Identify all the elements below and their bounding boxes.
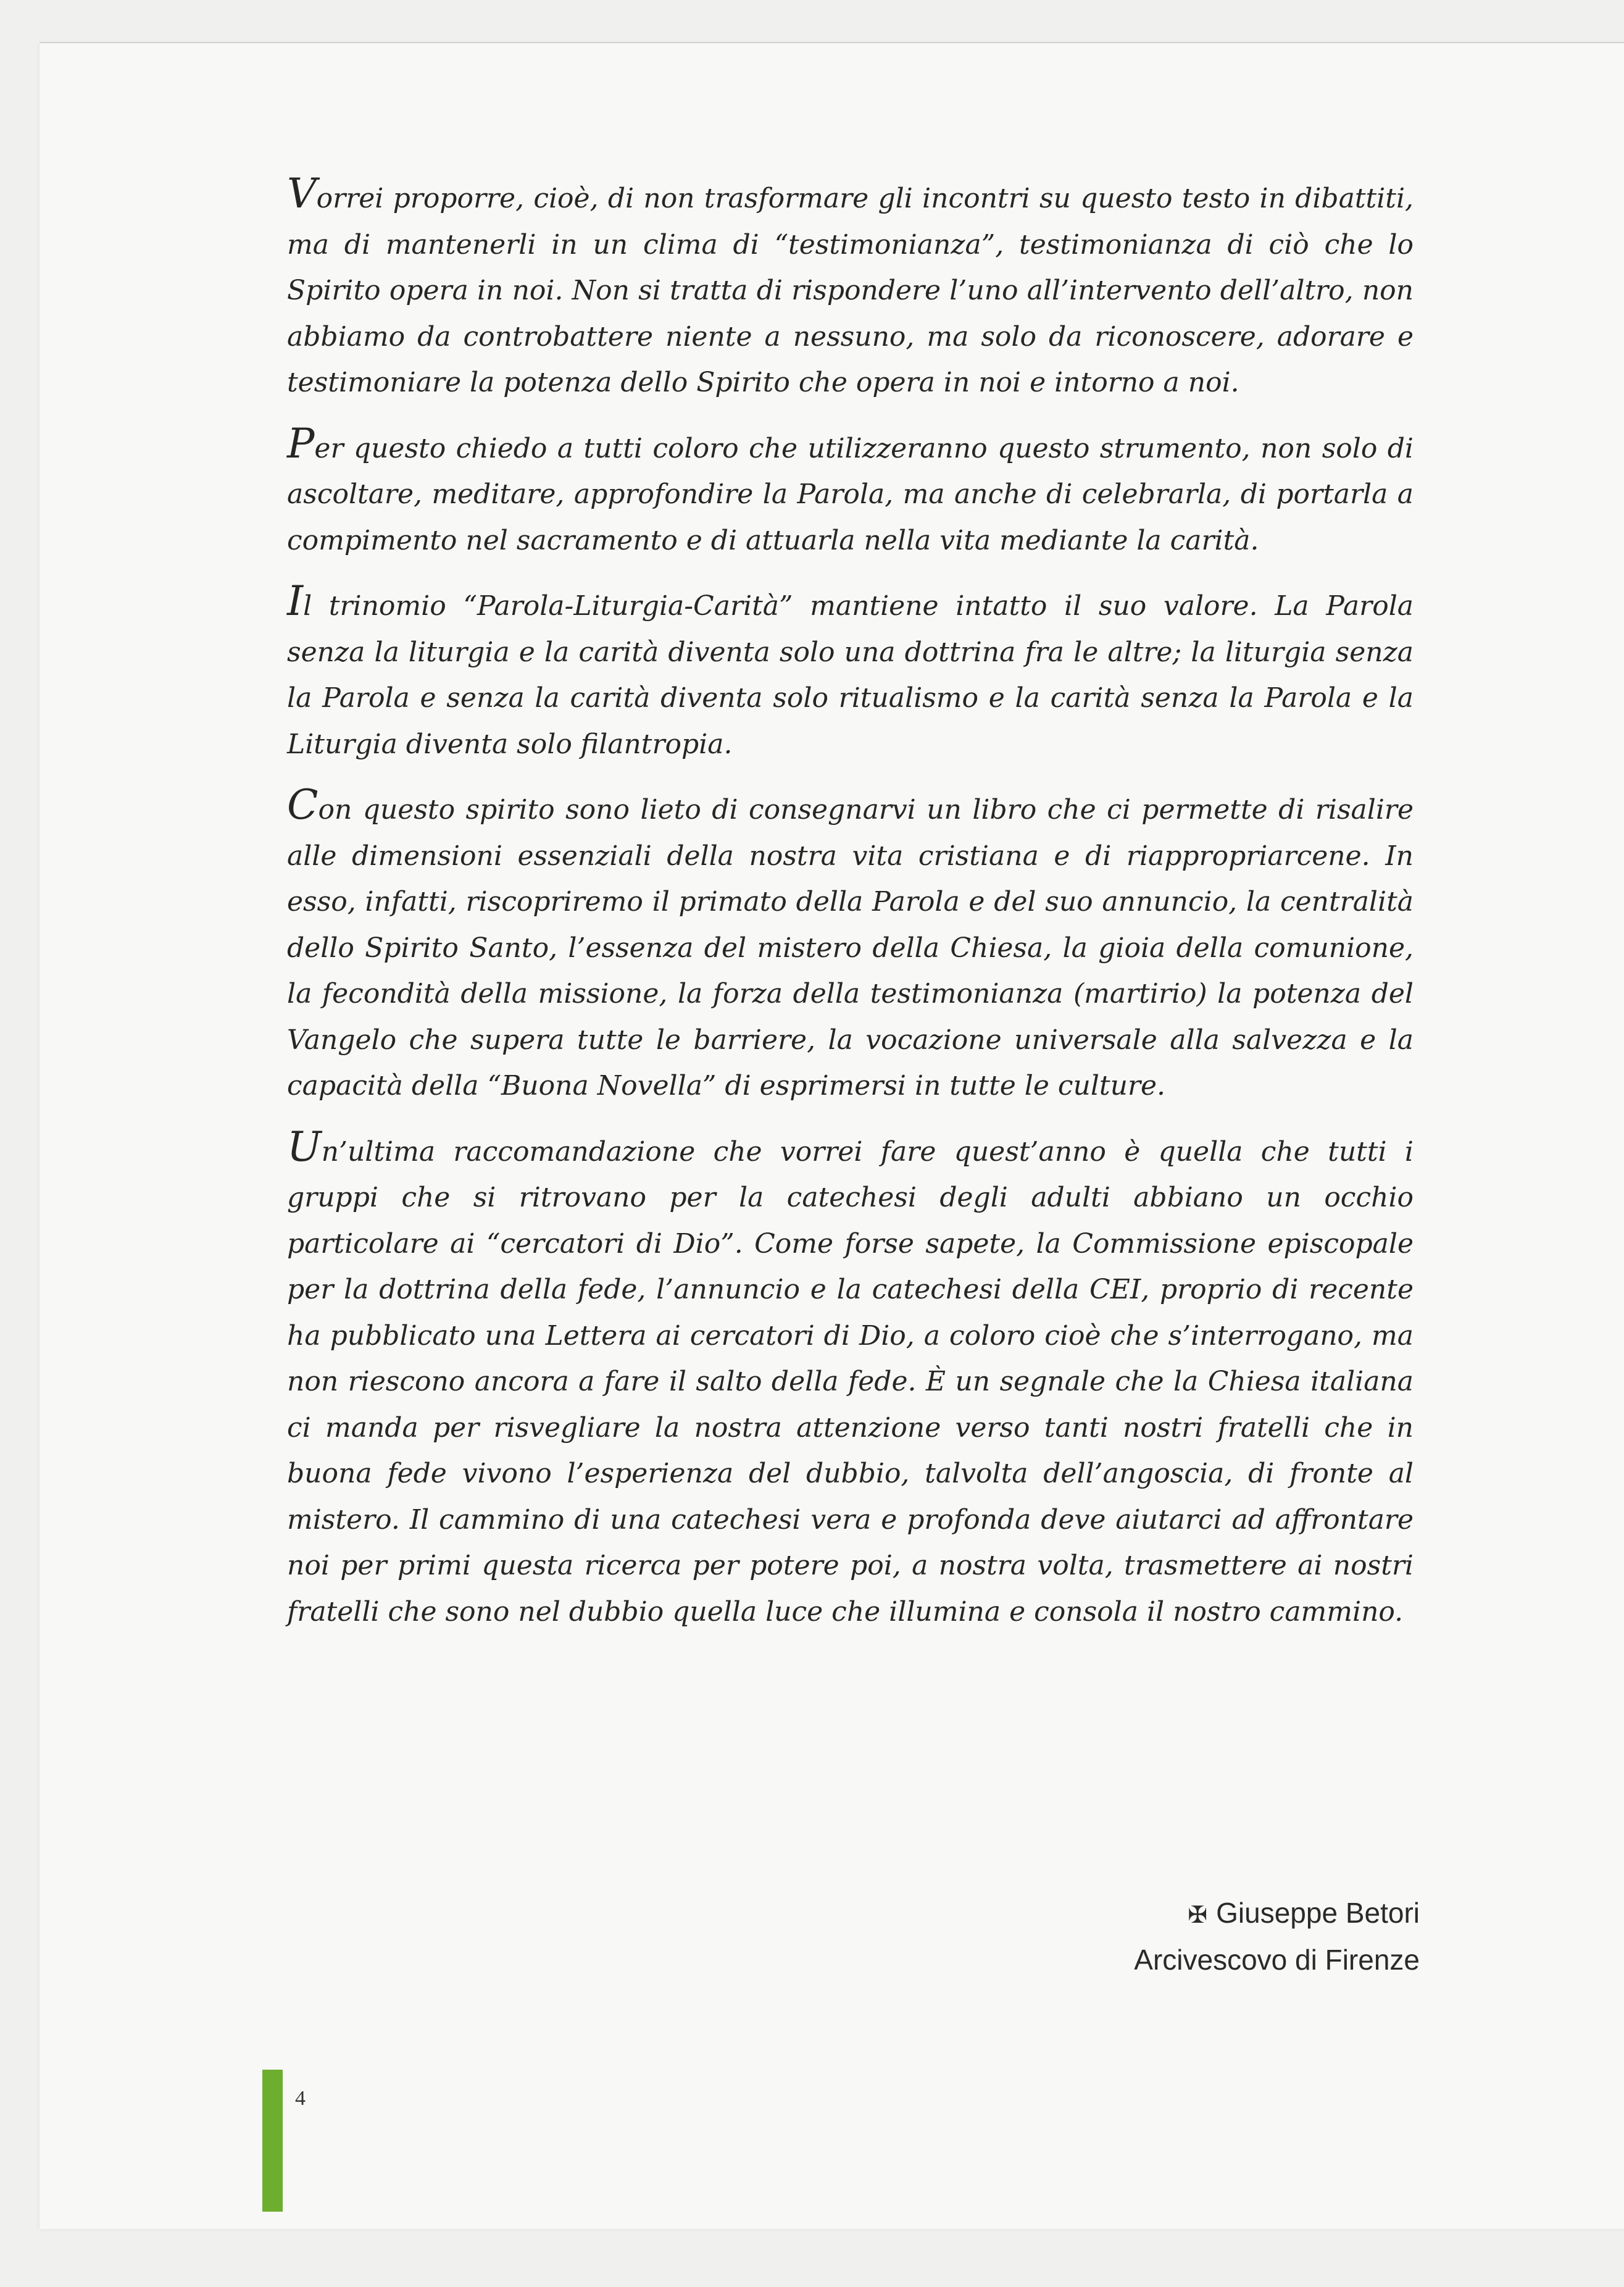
signature-name-line xyxy=(1074,1891,1420,1938)
page-number: 4 xyxy=(295,2087,306,2110)
drop-cap: U xyxy=(287,1123,322,1171)
paragraph-2 xyxy=(287,419,1414,564)
cross-icon: ✠ xyxy=(1188,1902,1208,1928)
paragraph-3 xyxy=(287,577,1414,767)
paragraph-text: on questo spirito sono lieto di consegnarvi un libro che ci permette di risalire alle dimensioni essenziali della nostra vita cristiana e di riappropriarcene. In esso, infatti, riscopriremo il primato della Parola e del suo annuncio, la centralità dello Spirito Santo, l’essenza del mistero della Chiesa, la gioia della comunione, la fecondità della missione, la forza della testimonianza (martirio) la potenza del Vangelo che supera tutte le barriere, la vocazione universale alla salvezza e la capacità della “Buona Novella” di esprimersi in tutte le culture. xyxy=(287,794,1414,1102)
drop-cap: C xyxy=(287,781,319,829)
paragraph-1 xyxy=(287,170,1414,406)
paragraph-text: l trinomio “Parola-Liturgia-Carità” mantiene intatto il suo valore. La Parola senza la liturgia e la carità diventa solo una dottrina fra le altre; la liturgia senza la Parola e senza la carità diventa solo ritualismo e la carità senza la Parola e la Liturgia diventa solo filantropia. xyxy=(287,590,1414,760)
page-accent-bar xyxy=(262,2070,283,2212)
drop-cap: V xyxy=(287,170,317,217)
paragraph-text: er questo chiedo a tutti coloro che utilizzeranno questo strumento, non solo di ascoltare, meditare, approfondire la Parola, ma anche di celebrarla, di portarla a compimento nel sacramento e di attuarla nella vita mediante la carità. xyxy=(287,432,1414,556)
paragraph-text: n’ultima raccomandazione che vorrei fare quest’anno è quella che tutti i gruppi che si ritrovano per la catechesi degli adulti abbiano un occhio particolare ai “cercatori di Dio”. Come forse sapete, la Commissione episcopale per la dottrina della fede, l’annuncio e la catechesi della CEI, proprio di recente ha pubblicato una Lettera ai cercatori di Dio, a coloro cioè che s’interrogano, ma non riescono ancora a fare il salto della fede. È un segnale che la Chiesa italiana ci manda per risvegliare la nostra attenzione verso tanti nostri fratelli che in buona fede vivono l’esperienza del dubbio, talvolta dell’angoscia, di fronte al mistero. Il cammino di una catechesi vera e profonda deve aiutarci ad affrontare noi per primi questa ricerca per potere poi, a nostra volta, trasmettere ai nostri fratelli che sono nel dubbio quella luce che illumina e consola il nostro cammino. xyxy=(287,1135,1414,1628)
paragraph-5 xyxy=(287,1123,1414,1636)
paragraph-4 xyxy=(287,781,1414,1110)
signature-name: Giuseppe Betori xyxy=(1216,1897,1420,1929)
paragraph-text: orrei proporre, cioè, di non trasformare gli incontri su questo testo in dibattiti, ma di mantenerli in un clima di “testimonianza”, testimonianza di ciò che lo Spirito opera in noi. Non si tratta di rispondere l’uno all’intervento dell’altro, non abbiamo da controbattere niente a nessuno, ma solo da riconoscere, adorare e testimoniare la potenza dello Spirito che opera in noi e intorno a noi. xyxy=(287,183,1414,398)
drop-cap: P xyxy=(287,419,315,467)
drop-cap: I xyxy=(287,577,304,625)
signature-title: Arcivescovo di Firenze xyxy=(1134,1944,1420,1976)
letter-body xyxy=(287,170,1414,1655)
signature-block xyxy=(1074,1891,1420,1982)
